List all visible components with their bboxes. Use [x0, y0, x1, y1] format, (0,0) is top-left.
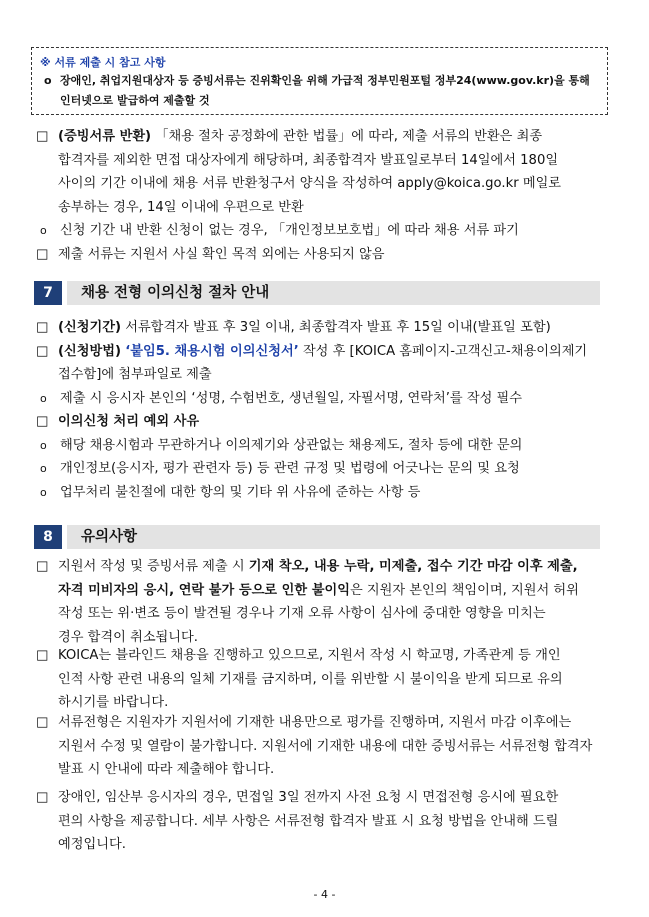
notice-paragraph-3: [34, 711, 618, 782]
section-7-title: 채용 전형 이의신청 절차 안내: [67, 281, 600, 305]
exception-text: 개인정보(응시자, 평가 관련자 등) 등 관련 규정 및 법령에 어긋나는 문의 및 요청: [60, 461, 520, 476]
p1-line4: 경우 합격이 취소됩니다.: [58, 629, 198, 645]
return-line1: 「채용 절차 공정화에 관한 법률」에 따라, 제출 서류의 반환은 최종: [155, 129, 543, 144]
return-label: (증빙서류 반환): [58, 129, 152, 144]
return-paragraph: [34, 125, 618, 149]
section-8-number: 8: [34, 525, 62, 549]
p4-line1: 장애인, 임산부 응시자의 경우, 면접일 3일 전까지 사전 요청 시 면접전형 응시에 필요한: [58, 790, 559, 805]
usage-text: 제출 서류는 지원서 사실 확인 목적 외에는 사용되지 않음: [58, 246, 385, 262]
p3-line2: 지원서 수정 및 열람이 불가합니다. 지원서에 기재한 내용에 대한 증빙서류는 서류전형 합격자: [58, 738, 593, 754]
p2-line1: KOICA는 블라인드 채용을 진행하고 있으므로, 지원서 작성 시 학교명, 가족관계 등 개인: [58, 648, 561, 663]
p3-line1: 서류전형은 지원자가 지원서에 기재한 내용만으로 평가를 진행하며, 지원서 마감 이후에는: [58, 715, 572, 730]
square-bullet-icon: □: [36, 414, 49, 429]
method-sub-text: 제출 시 응시자 본인의 ‘성명, 수험번호, 생년월일, 자필서명, 연락처’를 작성 필수: [60, 390, 522, 406]
p3-line3: 발표 시 안내에 따라 제출해야 합니다.: [58, 762, 275, 777]
p4-row: [34, 786, 618, 810]
circle-bullet-icon: o: [40, 438, 47, 452]
appeal-method: [34, 340, 618, 364]
circle-bullet-icon: o: [40, 462, 47, 475]
appeal-period: [34, 316, 618, 340]
notice-paragraph-1: [34, 555, 618, 579]
note-title: ※ 서류 제출 시 참고 사항: [40, 56, 166, 69]
return-line3: 사이의 기간 이내에 채용 서류 반환청구서 양식을 작성하여 apply@koica.go.kr 메일로: [58, 176, 562, 191]
exception-item: [34, 481, 618, 505]
square-bullet-icon: □: [36, 715, 49, 730]
exception-item: [34, 457, 618, 481]
appeal-form-reference: ‘붙임5. 채용시험 이의신청서’: [125, 343, 299, 359]
square-bullet-icon: □: [36, 790, 49, 805]
p1-line2-bold: 자격 미비자의 응시, 연락 불가 등으로 인한 불이익: [58, 582, 350, 598]
return-sub-text: 신청 기간 내 반환 신청이 없는 경우, 「개인정보보호법」에 따라 채용 서류 파기: [60, 223, 519, 238]
note-text-line1: 장애인, 취업지원대상자 등 증빙서류는 진위확인을 위해 가급적 정부민원포털 정부24(www.gov.kr)을 통해: [60, 74, 590, 87]
notice-paragraph-4: [34, 786, 618, 857]
p4-line2: 편의 사항을 제공합니다. 세부 사항은 서류전형 합격자 발표 시 요청 방법을 안내해 드릴: [58, 813, 559, 829]
p1-line1a: 지원서 작성 및 증빙서류 제출 시: [58, 559, 249, 574]
exception-text: 업무처리 불친절에 대한 항의 및 기타 위 사유에 준하는 사항 등: [60, 484, 421, 500]
circle-bullet-icon: o: [40, 391, 47, 405]
exception-heading: [34, 410, 618, 434]
note-text-line2: 인터넷으로 발급하여 제출할 것: [60, 94, 210, 107]
p2-line2: 인적 사항 관련 내용의 일체 기재를 금지하며, 이를 위반할 시 불이익을 받게 되므로 유의: [58, 671, 563, 687]
circle-bullet-icon: o: [40, 224, 47, 237]
p1-line2: [34, 579, 618, 603]
usage-paragraph: [34, 243, 618, 267]
document-return-section: [34, 125, 618, 266]
note-item: [40, 71, 599, 91]
section-7-number: 7: [34, 281, 62, 305]
p1-line1b: 기재 착오, 내용 누락, 미제출, 접수 기간 마감 이후 제출,: [248, 559, 578, 574]
p1-line3: 작성 또는 위·변조 등이 발견될 경우나 기재 오류 사항이 심사에 중대한 영향을 미치는: [58, 606, 546, 621]
square-bullet-icon: □: [36, 129, 49, 144]
reference-note-box: [31, 47, 608, 115]
section-7-body: [34, 316, 618, 504]
square-bullet-icon: □: [36, 320, 49, 335]
p3-row: [34, 711, 618, 735]
section-7-header: [34, 281, 600, 305]
p1-line2-text: 은 지원자 본인의 책임이며, 지원서 허위: [349, 582, 579, 598]
square-bullet-icon: □: [36, 559, 49, 574]
notice-paragraph-2: [34, 644, 618, 715]
square-bullet-icon: □: [36, 648, 49, 663]
section-8-title: 유의사항: [67, 525, 600, 549]
page-number: - 4 -: [313, 888, 336, 901]
method-subitem: [34, 387, 618, 411]
p2-row: [34, 644, 618, 668]
exception-text: 해당 채용시험과 무관하거나 이의제기와 상관없는 채용제도, 절차 등에 대한 문의: [60, 437, 523, 453]
period-label: (신청기간): [58, 320, 122, 335]
circle-bullet-icon: o: [44, 74, 52, 87]
exception-item: [34, 434, 618, 458]
circle-bullet-icon: o: [40, 485, 47, 499]
method-text: 작성 후 [KOICA 홈페이지-고객신고-채용이의제기: [298, 343, 588, 359]
exception-title: 이의신청 처리 예외 사유: [58, 414, 200, 429]
method-label: (신청방법): [58, 343, 122, 359]
square-bullet-icon: □: [36, 246, 49, 262]
method-line2: 접수함]에 첨부파일로 제출: [58, 367, 212, 382]
section-8-body: [34, 555, 618, 649]
square-bullet-icon: □: [36, 343, 49, 359]
p4-line3: 예정입니다.: [58, 837, 126, 852]
return-subitem: [34, 219, 618, 243]
period-text: 서류합격자 발표 후 3일 이내, 최종합격자 발표 후 15일 이내(발표일 포함): [121, 320, 551, 335]
return-line2: 합격자를 제외한 면접 대상자에게 해당하며, 최종합격자 발표일로부터 14일에서 180일: [58, 152, 559, 168]
p2-line3: 하시기를 바랍니다.: [58, 695, 169, 710]
section-8-header: [34, 525, 600, 549]
return-line4: 송부하는 경우, 14일 이내에 우편으로 반환: [58, 199, 304, 215]
